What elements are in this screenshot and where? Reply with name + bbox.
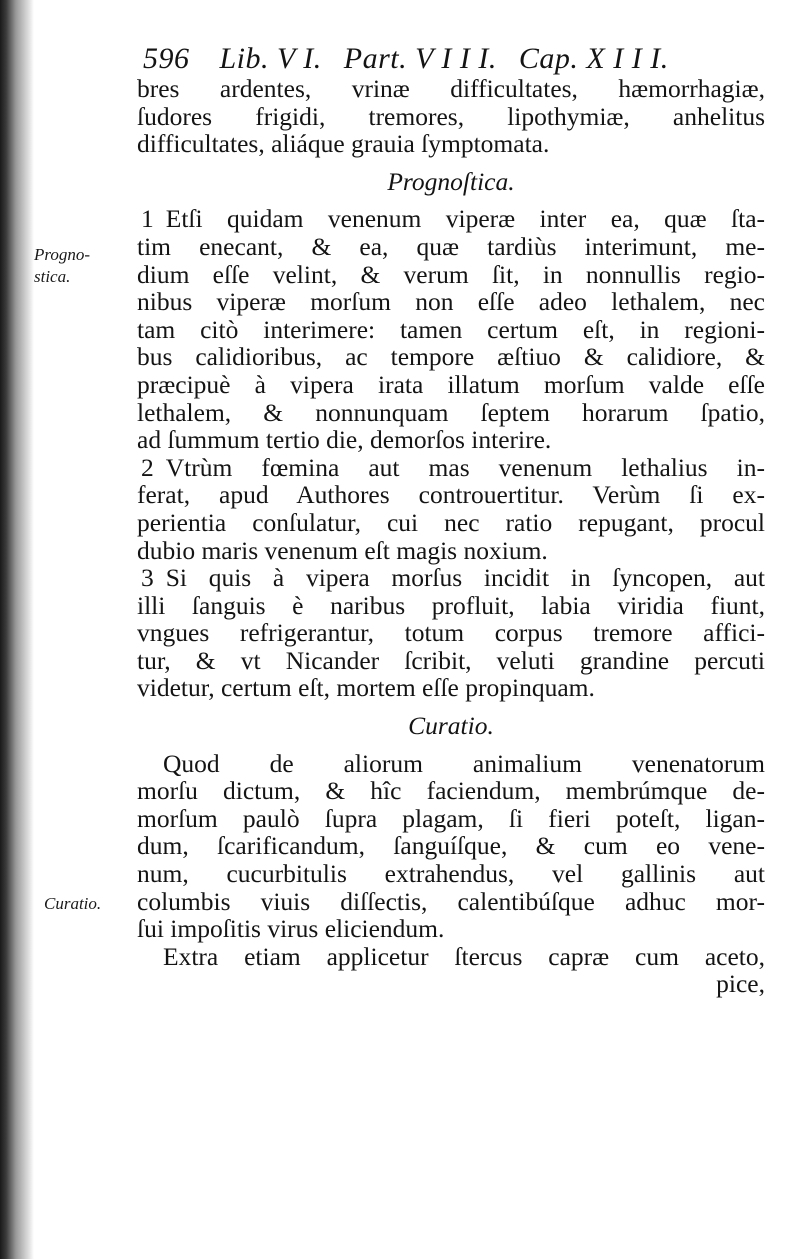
text-line: dum, ſcarificandum, ſanguíſque, & cum eo vene- bbox=[137, 831, 765, 861]
paragraph-number: 3 bbox=[141, 563, 154, 593]
text-line: perientia conſulatur, cui nec ratio repugant, procul bbox=[137, 507, 765, 537]
text-line: Extra etiam applicetur ſtercus capræ cum aceto, bbox=[163, 941, 765, 971]
text-line: tam citò interimere: tamen certum eſt, in regioni- bbox=[137, 314, 765, 344]
paragraph-number: 2 bbox=[141, 452, 154, 482]
text-line: morſum paulò ſupra plagam, ſi fieri poteſt, ligan- bbox=[137, 803, 765, 833]
text-line-numbered bbox=[137, 454, 765, 482]
text-line: dubio maris venenum eſt magis noxium. bbox=[137, 535, 548, 565]
text-line: videtur, certum eſt, mortem eſſe propinquam. bbox=[137, 673, 595, 703]
paragraph-number: 1 bbox=[141, 204, 154, 234]
text-line: num, cucurbitulis extrahendus, vel gallinis aut bbox=[137, 859, 765, 889]
paragraph-extra bbox=[137, 943, 765, 998]
margin-note-prognostica bbox=[34, 244, 90, 288]
intro-paragraph bbox=[137, 75, 765, 158]
text-line: Etſi quidam venenum viperæ inter ea, quæ ſta- bbox=[165, 204, 765, 234]
text-line: Quod de aliorum animalium venenatorum bbox=[163, 748, 765, 778]
text-line: nibus viperæ morſum non eſſe adeo lethalem, nec bbox=[137, 287, 765, 317]
running-header bbox=[143, 42, 763, 76]
text-line: bres ardentes, vrinæ difficultates, hæmorrhagiæ, bbox=[137, 74, 765, 103]
text-line: ſui impoſitis virus eliciendum. bbox=[137, 914, 445, 944]
paragraph-3 bbox=[137, 564, 765, 702]
text-line: morſu dictum, & hîc faciendum, membrúmque de- bbox=[137, 776, 765, 806]
text-line: dium eſſe velint, & verum ſit, in nonnullis regio- bbox=[137, 259, 765, 289]
text-line-numbered bbox=[137, 205, 765, 233]
text-line: ferat, apud Authores controuertitur. Verùm ſi ex- bbox=[137, 480, 765, 510]
paragraph-2 bbox=[137, 454, 765, 564]
margin-note-line: stica. bbox=[34, 267, 71, 286]
margin-note-line: Progno- bbox=[34, 245, 91, 264]
text-line: tim enecant, & ea, quæ tardiùs interimunt, me- bbox=[137, 231, 765, 261]
text-line-numbered bbox=[137, 564, 765, 592]
text-line: columbis viuis diſſectis, calentibúſque adhuc mor- bbox=[137, 886, 765, 916]
text-line: illi ſanguis è naribus profluit, labia viridia fiunt, bbox=[137, 590, 765, 620]
section-heading-curatio: Curatio. bbox=[408, 711, 494, 741]
text-line: præcipuè à vipera irata illatum morſum valde eſſe bbox=[137, 369, 765, 399]
text-line: vngues refrigerantur, totum corpus tremore affici- bbox=[137, 618, 765, 648]
margin-note-curatio: Curatio. bbox=[44, 894, 102, 913]
paragraph-curatio bbox=[137, 750, 765, 943]
page-gutter-shadow bbox=[0, 0, 34, 1259]
text-line: bus calidioribus, ac tempore æſtiuo & calidiore, & bbox=[137, 342, 765, 372]
text-body bbox=[137, 75, 765, 998]
text-line: ad ſummum tertio die, demorſos interire. bbox=[137, 425, 552, 455]
header-book: Lib. V I. bbox=[219, 42, 322, 75]
paragraph-1 bbox=[137, 205, 765, 453]
catchword: pice, bbox=[716, 969, 765, 999]
header-chapter: Cap. X I I I. bbox=[518, 42, 669, 75]
page-number: 596 bbox=[143, 42, 190, 75]
text-line: Vtrùm fœmina aut mas venenum lethalius in- bbox=[165, 452, 765, 482]
text-line: Si quis à vipera morſus incidit in ſyncopen, aut bbox=[165, 563, 765, 593]
section-heading-prognostica: Prognoſtica. bbox=[387, 166, 515, 196]
text-line: lethalem, & nonnunquam ſeptem horarum ſpatio, bbox=[137, 397, 765, 427]
text-line: ſudores frigidi, tremores, lipothymiæ, anhelitus bbox=[137, 101, 765, 131]
text-line: difficultates, aliáque grauia ſymptomata. bbox=[137, 129, 550, 159]
text-line: tur, & vt Nicander ſcribit, veluti grandine percuti bbox=[137, 645, 765, 675]
header-part: Part. V I I I. bbox=[343, 42, 497, 75]
